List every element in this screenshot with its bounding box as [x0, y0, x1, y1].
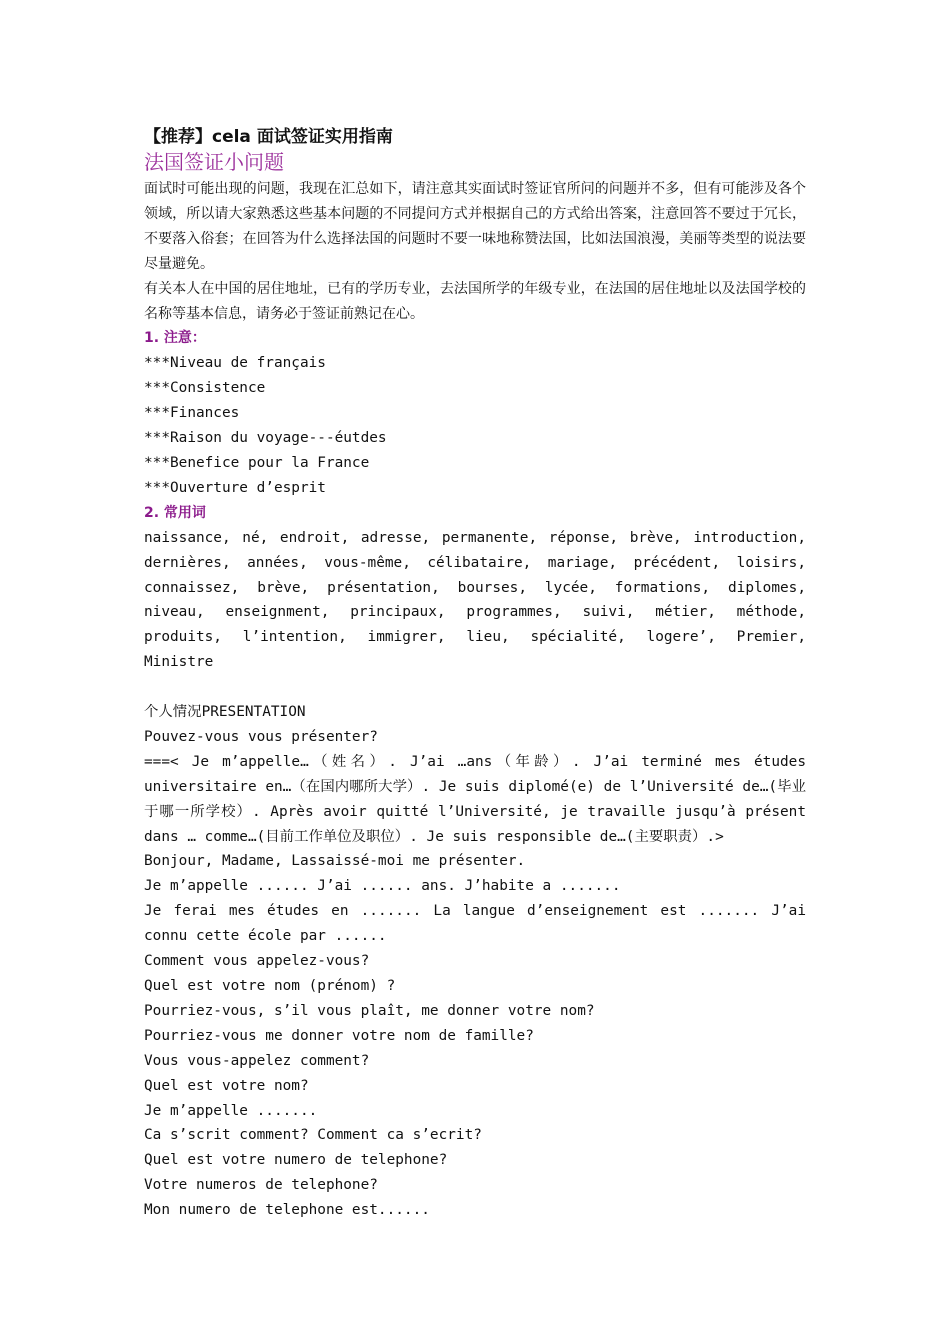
attention-item: ***Benefice pour la France [144, 454, 370, 471]
presentation-line: Je m’appelle ....... [144, 1102, 318, 1119]
attention-item: ***Consistence [144, 380, 266, 397]
attention-item: ***Raison du voyage---éutdes [144, 430, 387, 447]
presentation-line: Vous vous-appelez comment? [144, 1052, 370, 1069]
presentation-line: Ca s’scrit comment? Comment ca s’ecrit? [144, 1127, 482, 1144]
presentation-heading: 个人情况PRESENTATION [144, 704, 306, 721]
presentation-line: Je ferai mes études en ....... La langue d’enseignement est ....... J’ai connu cette école par ...... [144, 903, 806, 945]
section-1-heading: 1. 注意： [144, 330, 206, 347]
presentation-line: Je m’appelle ...... J’ai ...... ans. J’habite a ....... [144, 878, 621, 895]
blank-line [144, 675, 806, 700]
presentation-line: Quel est votre numero de telephone? [144, 1152, 448, 1169]
presentation-line: Votre numeros de telephone? [144, 1177, 378, 1194]
presentation-line: Quel est votre nom? [144, 1077, 309, 1094]
section-2-heading: 2. 常用词 [144, 504, 206, 521]
presentation-line: Pourriez-vous me donner votre nom de famille? [144, 1027, 534, 1044]
attention-item: ***Niveau de français [144, 355, 326, 372]
intro-paragraph-2: 有关本人在中国的居住地址，已有的学历专业，去法国所学的年级专业，在法国的居住地址以及法国学校的名称等基本信息，请务必于签证前熟记在心。 [144, 280, 806, 322]
presentation-line: Mon numero de telephone est...... [144, 1202, 430, 1219]
intro-paragraph-1: 面试时可能出现的问题，我现在汇总如下，请注意其实面试时签证官所问的问题并不多，但有可能涉及各个领域，所以请大家熟悉这些基本问题的不同提问方式并根据自己的方式给出答案，注意回答不要过于冗长，不要落入俗套；在回答为什么选择法国的问题时不要一味地称赞法国，比如法国浪漫，美丽等类型的说法要尽量避免。 [144, 181, 806, 272]
presentation-line: Quel est votre nom (prénom) ? [144, 977, 396, 994]
vocabulary-list: naissance, né, endroit, adresse, permanente, réponse, brève, introduction, dernières, années, vous-même, célibataire, mariage, précédent, loisirs, connaissez, brève, présentation, bourses, lycée, formations, diplomes, niveau, enseignment, principaux, programmes, suivi, métier, méthode, produits, l’intention, immigrer, lieu, spécialité, logere’, Premier, Ministre [144, 529, 806, 671]
document-title: 【推荐】cela 面试签证实用指南 [144, 127, 393, 147]
presentation-line: Pourriez-vous, s’il vous plaît, me donner votre nom? [144, 1002, 595, 1019]
document-body [144, 124, 806, 1223]
attention-item: ***Finances [144, 405, 240, 422]
presentation-line: Bonjour, Madame, Lassaissé-moi me présenter. [144, 853, 526, 870]
presentation-line: Comment vous appelez-vous? [144, 953, 370, 970]
presentation-question: Pouvez-vous vous présenter? [144, 728, 378, 745]
presentation-template-answer: ===< Je m’appelle…（姓名）. J’ai …ans（年龄）. J’ai terminé mes études universitaire en…（在国内哪所大学）. Je suis diplomé(e) de l’Université de…(毕业于哪一所学校）. Après avoir quitté l’Université, je travaille jusqu’à présent dans … comme…(目前工作单位及职位）. Je suis responsible de…(主要职责）.> [144, 753, 806, 845]
document-subtitle: 法国签证小问题 [144, 150, 284, 174]
attention-item: ***Ouverture d’esprit [144, 479, 326, 496]
